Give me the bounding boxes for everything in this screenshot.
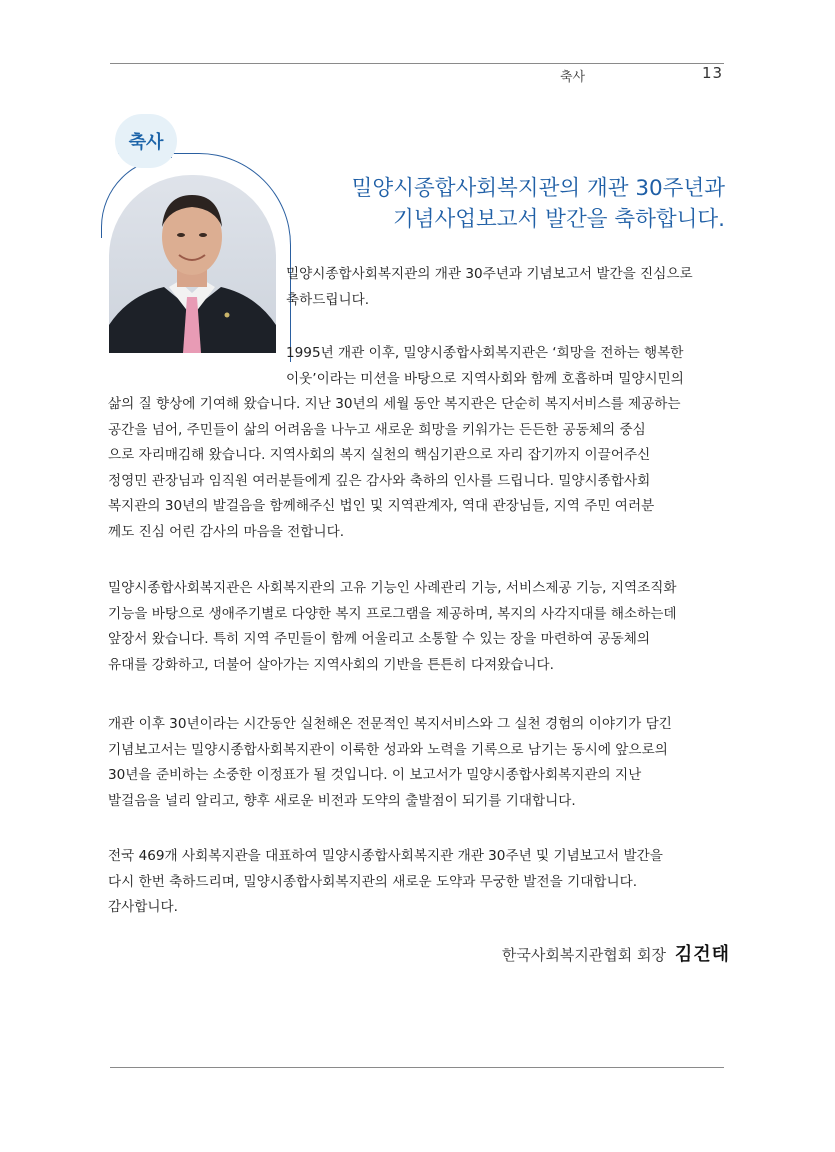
paragraph-line: 다시 한번 축하드리며, 밀양시종합사회복지관의 새로운 도약과 무궁한 발전을 기대합니다. — [108, 873, 638, 890]
bottom-rule — [110, 1067, 724, 1068]
running-header: 축사 — [560, 70, 586, 85]
signature — [502, 940, 730, 966]
paragraph-line: 앞장서 왔습니다. 특히 지역 주민들이 함께 어울리고 소통할 수 있는 장을 마련하여 공동체의 — [108, 631, 651, 647]
paragraph-line: 밀양시종합사회복지관의 개관 30주년과 기념보고서 발간을 진심으로 — [286, 266, 693, 282]
title-line-2: 기념사업보고서 발간을 축하합니다. — [392, 207, 725, 232]
paragraph-line: 이웃’이라는 미션을 바탕으로 지역사회와 함께 호흡하며 밀양시민의 — [286, 370, 684, 387]
portrait-illustration — [109, 175, 276, 353]
signature-title: 한국사회복지관협회 회장 — [501, 946, 667, 964]
paragraph-line: 기념보고서는 밀양시종합사회복지관이 이룩한 성과와 노력을 기록으로 남기는 동시에 앞으로의 — [108, 741, 668, 758]
paragraph-line: 께도 진심 어린 감사의 마음을 전합니다. — [108, 523, 345, 540]
paragraph-line: 정영민 관장님과 임직원 여러분들에게 깊은 감사와 축하의 인사를 드립니다. 밀양시종합사회 — [108, 472, 651, 489]
portrait-photo — [109, 175, 276, 353]
section-badge: 축사 — [115, 114, 177, 168]
paragraph-line: 30년을 준비하는 소중한 이정표가 될 것입니다. 이 보고서가 밀양시종합사회복지관의 지난 — [108, 767, 642, 783]
paragraph-4 — [108, 712, 728, 814]
paragraph-line: 복지관의 30년의 발걸음을 함께해주신 법인 및 지역관계자, 역대 관장님들, 지역 주민 여러분 — [108, 498, 655, 514]
paragraph-5 — [108, 844, 728, 921]
title-line-1: 밀양시종합사회복지관의 개관 30주년과 — [351, 176, 725, 201]
page-title — [352, 173, 725, 235]
paragraph-line: 개관 이후 30년이라는 시간동안 실천해온 전문적인 복지서비스와 그 실천 경험의 이야기가 담긴 — [108, 716, 672, 732]
paragraph-line: 기능을 바탕으로 생애주기별로 다양한 복지 프로그램을 제공하며, 복지의 사각지대를 해소하는데 — [108, 605, 677, 622]
paragraph-1 — [286, 262, 728, 313]
paragraph-3 — [108, 576, 728, 678]
signature-name: 김건태 — [674, 944, 730, 965]
paragraph-line: 삶의 질 향상에 기여해 왔습니다. 지난 30년의 세월 동안 복지관은 단순히 복지서비스를 제공하는 — [108, 396, 681, 412]
paragraph-line: 공간을 넘어, 주민들이 삶의 어려움을 나누고 새로운 희망을 키워가는 든든한 공동체의 중심 — [108, 421, 646, 438]
paragraph-line: 유대를 강화하고, 더불어 살아가는 지역사회의 기반을 튼튼히 다져왔습니다. — [108, 656, 554, 673]
paragraph-line: 전국 469개 사회복지관을 대표하여 밀양시종합사회복지관 개관 30주년 및 기념보고서 발간을 — [108, 848, 663, 864]
paragraph-line: 축하드립니다. — [286, 291, 370, 308]
paragraph-line: 발걸음을 널리 알리고, 향후 새로운 비전과 도약의 출발점이 되기를 기대합니다. — [108, 792, 576, 809]
paragraph-line: 밀양시종합사회복지관은 사회복지관의 고유 기능인 사례관리 기능, 서비스제공 기능, 지역조직화 — [108, 580, 677, 596]
page-number: 13 — [702, 64, 724, 82]
paragraph-line: 으로 자리매김해 왔습니다. 지역사회의 복지 실천의 핵심기관으로 자리 잡기까지 이끌어주신 — [108, 447, 651, 463]
paragraph-line: 감사합니다. — [108, 899, 178, 915]
top-rule — [110, 63, 724, 64]
paragraph-2 — [108, 341, 728, 545]
paragraph-line: 1995년 개관 이후, 밀양시종합사회복지관은 ‘희망을 전하는 행복한 — [286, 345, 684, 361]
